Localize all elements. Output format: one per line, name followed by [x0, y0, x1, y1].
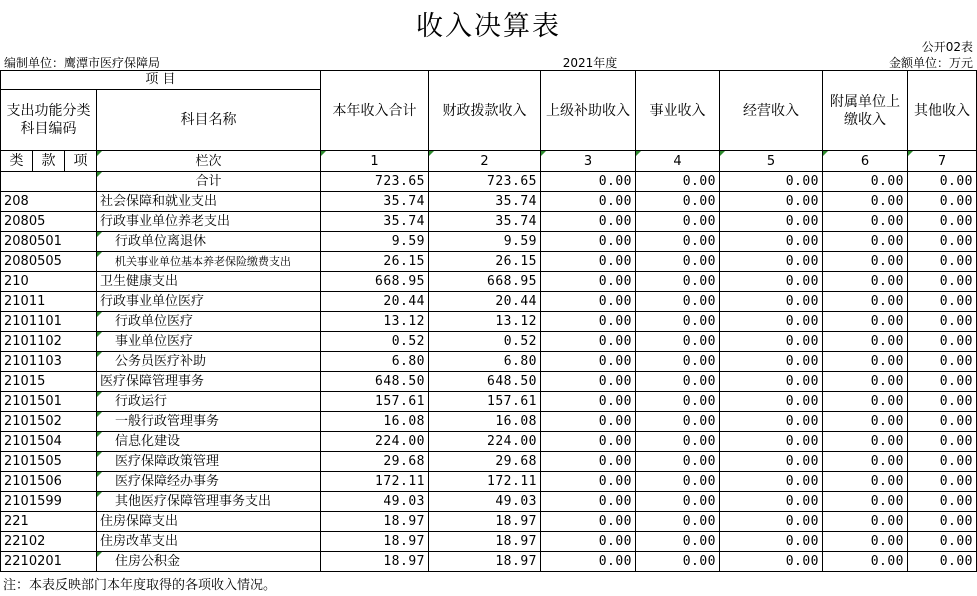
table-row: [1, 212, 977, 232]
row-value-1: 9.59: [321, 232, 429, 252]
income-table: [0, 70, 977, 572]
row-value-4: 0.00: [636, 492, 720, 512]
row-value-4: 0.00: [636, 332, 720, 352]
money-unit: 金额单位：万元: [888, 56, 973, 70]
row-code: 2101101: [1, 312, 97, 332]
row-value-7: 0.00: [908, 452, 977, 472]
col-header-1: 本年收入合计: [321, 71, 429, 151]
row-value-3: 0.00: [541, 272, 636, 292]
row-value-3: 0.00: [541, 512, 636, 532]
row-value-3: 0.00: [541, 212, 636, 232]
row-value-6: 0.00: [823, 512, 908, 532]
row-value-2: 6.80: [429, 352, 541, 372]
row-value-2: 668.95: [429, 272, 541, 292]
row-value-5: 0.00: [720, 292, 823, 312]
row-value-6: 0.00: [823, 412, 908, 432]
row-value-5: 0.00: [720, 472, 823, 492]
row-value-4: 0.00: [636, 312, 720, 332]
row-value-7: 0.00: [908, 292, 977, 312]
row-code: 2080505: [1, 252, 97, 272]
row-value-2: 35.74: [429, 192, 541, 212]
row-value-1: 6.80: [321, 352, 429, 372]
row-code: 2080501: [1, 232, 97, 252]
row-value-6: 0.00: [823, 352, 908, 372]
row-name: 卫生健康支出: [97, 272, 321, 292]
table-row: [1, 292, 977, 312]
row-name: 一般行政管理事务: [97, 412, 321, 432]
row-code: 21015: [1, 372, 97, 392]
name-header: 科目名称: [97, 90, 321, 151]
table-row: [1, 432, 977, 452]
row-value-5: 0.00: [720, 332, 823, 352]
row-value-1: 49.03: [321, 492, 429, 512]
row-value-3: 0.00: [541, 192, 636, 212]
row-code: 210: [1, 272, 97, 292]
table-row: [1, 412, 977, 432]
row-value-5: 0.00: [720, 432, 823, 452]
row-value-6: 0.00: [823, 472, 908, 492]
row-name: 行政运行: [97, 392, 321, 412]
table-row: [1, 272, 977, 292]
row-value-3: 0.00: [541, 292, 636, 312]
row-value-1: 13.12: [321, 312, 429, 332]
xiang-header: 项: [65, 151, 97, 172]
compiler-unit: 编制单位：鹰潭市医疗保障局: [4, 56, 161, 70]
row-value-3: 0.00: [541, 492, 636, 512]
row-value-7: 0.00: [908, 332, 977, 352]
row-name: 行政事业单位养老支出: [97, 212, 321, 232]
total-row: [1, 172, 977, 192]
row-value-2: 157.61: [429, 392, 541, 412]
row-value-6: 0.00: [823, 272, 908, 292]
col-header-2: 财政拨款收入: [429, 71, 541, 151]
row-name: 住房保障支出: [97, 512, 321, 532]
row-code: 2101506: [1, 472, 97, 492]
row-value-4: 0.00: [636, 552, 720, 572]
row-code: 2101599: [1, 492, 97, 512]
row-value-6: 0.00: [823, 232, 908, 252]
row-value-6: 0.00: [823, 312, 908, 332]
row-value-1: 18.97: [321, 552, 429, 572]
row-name: 其他医疗保障管理事务支出: [97, 492, 321, 512]
col-number-5: 5: [720, 151, 823, 172]
row-value-7: 0.00: [908, 272, 977, 292]
row-value-7: 0.00: [908, 492, 977, 512]
row-value-2: 172.11: [429, 472, 541, 492]
row-value-5: 0.00: [720, 312, 823, 332]
row-value-2: 20.44: [429, 292, 541, 312]
col-header-3: 上级补助收入: [541, 71, 636, 151]
row-value-5: 0.00: [720, 192, 823, 212]
row-value-7: 0.00: [908, 312, 977, 332]
row-value-5: 0.00: [720, 212, 823, 232]
row-value-1: 29.68: [321, 452, 429, 472]
footnote: 注：本表反映部门本年度取得的各项收入情况。: [3, 578, 277, 593]
row-value-6: 0.00: [823, 212, 908, 232]
row-name: 信息化建设: [97, 432, 321, 452]
row-value-6: 0.00: [823, 252, 908, 272]
row-value-5: 0.00: [720, 232, 823, 252]
row-value-1: 172.11: [321, 472, 429, 492]
row-value-1: 35.74: [321, 212, 429, 232]
col-number-3: 3: [541, 151, 636, 172]
row-value-6: 0.00: [823, 532, 908, 552]
row-value-7: 0.00: [908, 192, 977, 212]
row-value-2: 13.12: [429, 312, 541, 332]
row-value-2: 26.15: [429, 252, 541, 272]
row-value-4: 0.00: [636, 252, 720, 272]
row-value-7: 0.00: [908, 392, 977, 412]
row-value-1: 0.52: [321, 332, 429, 352]
table-row: [1, 252, 977, 272]
row-value-2: 224.00: [429, 432, 541, 452]
row-value-7: 0.00: [908, 472, 977, 492]
row-code: 2101502: [1, 412, 97, 432]
row-value-7: 0.00: [908, 552, 977, 572]
row-value-6: 0.00: [823, 392, 908, 412]
row-value-2: 35.74: [429, 212, 541, 232]
col-number-7: 7: [908, 151, 977, 172]
row-value-2: 648.50: [429, 372, 541, 392]
total-code-cell: [1, 172, 97, 192]
total-value-1: 723.65: [321, 172, 429, 192]
row-value-4: 0.00: [636, 292, 720, 312]
total-value-4: 0.00: [636, 172, 720, 192]
row-value-6: 0.00: [823, 292, 908, 312]
row-value-7: 0.00: [908, 532, 977, 552]
row-value-3: 0.00: [541, 232, 636, 252]
row-value-3: 0.00: [541, 312, 636, 332]
col-header-5: 经营收入: [720, 71, 823, 151]
row-value-4: 0.00: [636, 372, 720, 392]
row-value-5: 0.00: [720, 492, 823, 512]
row-value-3: 0.00: [541, 412, 636, 432]
total-value-3: 0.00: [541, 172, 636, 192]
row-value-5: 0.00: [720, 372, 823, 392]
row-name: 住房改革支出: [97, 532, 321, 552]
row-code: 2101504: [1, 432, 97, 452]
row-value-7: 0.00: [908, 432, 977, 452]
row-value-5: 0.00: [720, 512, 823, 532]
col-header-7: 其他收入: [908, 71, 977, 151]
row-name: 医疗保障管理事务: [97, 372, 321, 392]
row-value-2: 29.68: [429, 452, 541, 472]
row-name: 行政单位离退休: [97, 232, 321, 252]
table-row: [1, 472, 977, 492]
row-code: 2101103: [1, 352, 97, 372]
row-value-6: 0.00: [823, 452, 908, 472]
form-code: 公开02表: [921, 40, 973, 54]
report-year: 2021年度: [562, 56, 618, 70]
row-value-5: 0.00: [720, 532, 823, 552]
row-code: 221: [1, 512, 97, 532]
row-value-3: 0.00: [541, 472, 636, 492]
table-row: [1, 352, 977, 372]
row-value-4: 0.00: [636, 532, 720, 552]
col-number-2: 2: [429, 151, 541, 172]
code-header: 支出功能分类科目编码: [1, 90, 97, 151]
row-value-4: 0.00: [636, 512, 720, 532]
lei-header: 类: [1, 151, 33, 172]
row-value-5: 0.00: [720, 552, 823, 572]
row-code: 2210201: [1, 552, 97, 572]
table-row: [1, 492, 977, 512]
row-value-7: 0.00: [908, 412, 977, 432]
row-value-7: 0.00: [908, 372, 977, 392]
row-name: 事业单位医疗: [97, 332, 321, 352]
row-value-4: 0.00: [636, 212, 720, 232]
column-label: 栏次: [97, 151, 321, 172]
row-value-5: 0.00: [720, 272, 823, 292]
row-value-1: 224.00: [321, 432, 429, 452]
row-value-3: 0.00: [541, 452, 636, 472]
row-value-1: 668.95: [321, 272, 429, 292]
total-label: 合计: [97, 172, 321, 192]
row-code: 2101501: [1, 392, 97, 412]
row-value-3: 0.00: [541, 392, 636, 412]
row-code: 2101102: [1, 332, 97, 352]
row-code: 208: [1, 192, 97, 212]
row-code: 2101505: [1, 452, 97, 472]
table-row: [1, 372, 977, 392]
row-value-3: 0.00: [541, 532, 636, 552]
table-row: [1, 192, 977, 212]
total-value-7: 0.00: [908, 172, 977, 192]
row-value-6: 0.00: [823, 432, 908, 452]
row-name: 医疗保障经办事务: [97, 472, 321, 492]
row-value-5: 0.00: [720, 352, 823, 372]
row-value-2: 0.52: [429, 332, 541, 352]
row-value-3: 0.00: [541, 552, 636, 572]
col-number-6: 6: [823, 151, 908, 172]
row-code: 20805: [1, 212, 97, 232]
row-value-5: 0.00: [720, 252, 823, 272]
row-value-7: 0.00: [908, 212, 977, 232]
row-value-1: 157.61: [321, 392, 429, 412]
row-value-3: 0.00: [541, 372, 636, 392]
row-value-6: 0.00: [823, 192, 908, 212]
row-name: 机关事业单位基本养老保险缴费支出: [97, 252, 321, 272]
col-number-1: 1: [321, 151, 429, 172]
kuan-header: 款: [33, 151, 65, 172]
table-row: [1, 392, 977, 412]
table-row: [1, 312, 977, 332]
row-value-5: 0.00: [720, 412, 823, 432]
row-value-7: 0.00: [908, 512, 977, 532]
row-name: 社会保障和就业支出: [97, 192, 321, 212]
row-value-3: 0.00: [541, 432, 636, 452]
table-row: [1, 532, 977, 552]
row-value-2: 49.03: [429, 492, 541, 512]
row-name: 公务员医疗补助: [97, 352, 321, 372]
row-value-2: 9.59: [429, 232, 541, 252]
row-value-2: 18.97: [429, 532, 541, 552]
row-code: 22102: [1, 532, 97, 552]
row-value-4: 0.00: [636, 352, 720, 372]
total-value-6: 0.00: [823, 172, 908, 192]
col-header-4: 事业收入: [636, 71, 720, 151]
table-row: [1, 552, 977, 572]
item-header: 项 目: [1, 71, 321, 90]
row-code: 21011: [1, 292, 97, 312]
row-value-7: 0.00: [908, 352, 977, 372]
row-value-4: 0.00: [636, 272, 720, 292]
row-value-7: 0.00: [908, 252, 977, 272]
report-title: 收入决算表: [416, 11, 561, 42]
row-value-3: 0.00: [541, 352, 636, 372]
row-name: 医疗保障政策管理: [97, 452, 321, 472]
total-value-5: 0.00: [720, 172, 823, 192]
table-row: [1, 512, 977, 532]
col-number-4: 4: [636, 151, 720, 172]
row-value-4: 0.00: [636, 192, 720, 212]
table-row: [1, 452, 977, 472]
row-value-2: 16.08: [429, 412, 541, 432]
table-row: [1, 232, 977, 252]
row-name: 住房公积金: [97, 552, 321, 572]
row-value-6: 0.00: [823, 552, 908, 572]
row-value-5: 0.00: [720, 392, 823, 412]
total-value-2: 723.65: [429, 172, 541, 192]
row-value-4: 0.00: [636, 392, 720, 412]
row-value-4: 0.00: [636, 232, 720, 252]
row-value-4: 0.00: [636, 432, 720, 452]
row-value-4: 0.00: [636, 452, 720, 472]
row-value-1: 26.15: [321, 252, 429, 272]
row-value-7: 0.00: [908, 232, 977, 252]
row-name: 行政单位医疗: [97, 312, 321, 332]
row-value-1: 18.97: [321, 532, 429, 552]
row-name: 行政事业单位医疗: [97, 292, 321, 312]
row-value-1: 16.08: [321, 412, 429, 432]
row-value-1: 648.50: [321, 372, 429, 392]
row-value-5: 0.00: [720, 452, 823, 472]
table-row: [1, 332, 977, 352]
row-value-6: 0.00: [823, 372, 908, 392]
row-value-3: 0.00: [541, 332, 636, 352]
row-value-4: 0.00: [636, 472, 720, 492]
row-value-2: 18.97: [429, 552, 541, 572]
col-header-6: 附属单位上缴收入: [823, 71, 908, 151]
row-value-2: 18.97: [429, 512, 541, 532]
row-value-6: 0.00: [823, 492, 908, 512]
row-value-4: 0.00: [636, 412, 720, 432]
row-value-6: 0.00: [823, 332, 908, 352]
row-value-1: 20.44: [321, 292, 429, 312]
row-value-1: 18.97: [321, 512, 429, 532]
row-value-1: 35.74: [321, 192, 429, 212]
row-value-3: 0.00: [541, 252, 636, 272]
